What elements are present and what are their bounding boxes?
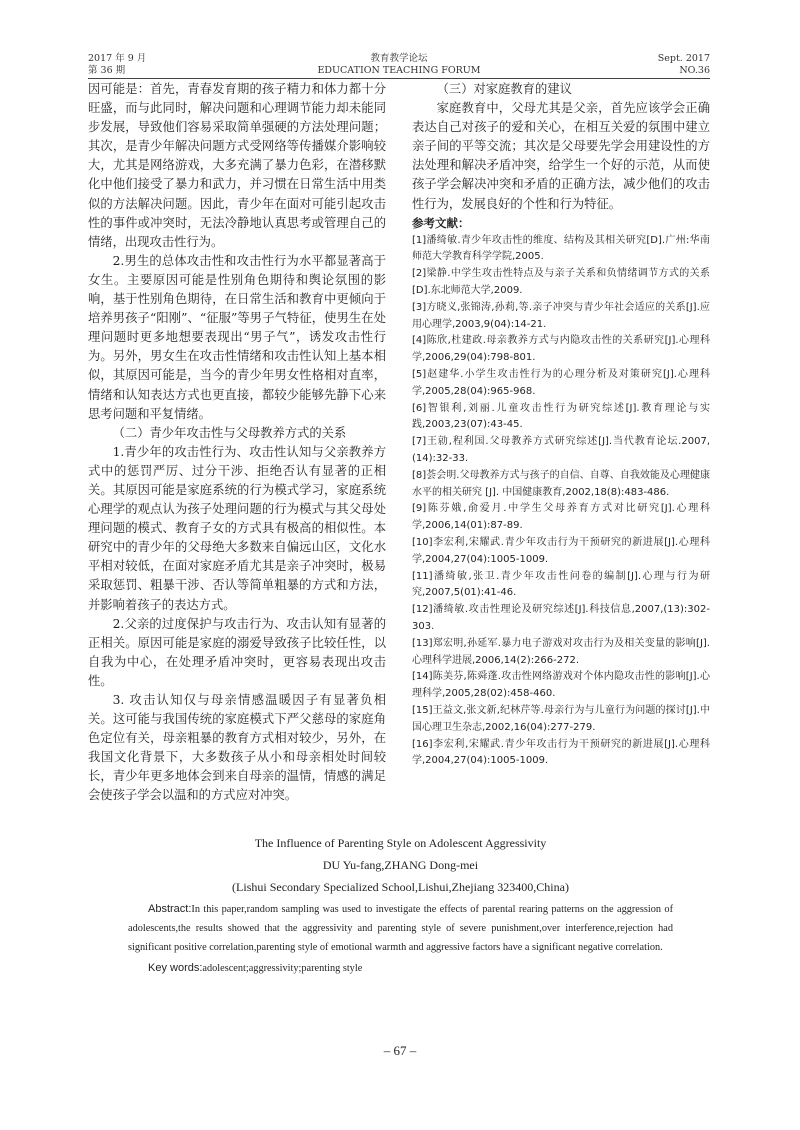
header-issue-en: NO.36 xyxy=(679,65,710,76)
reference-item: [5]赵建华.小学生攻击性行为的心理分析及对策研究[J].心理科学,2005,28(04):965-968. xyxy=(412,369,710,397)
reference-item: [9]陈芬娥,俞爱月.中学生父母养育方式对比研究[J].心理科学,2006,14(01):87-89. xyxy=(412,503,710,532)
reference-item: [3]方晓义,张锦涛,孙莉,等.亲子冲突与青少年社会适应的关系[J].应用心理学,2003,9(04):14-21. xyxy=(412,301,710,330)
header-journal-cn: 教育教学论坛 xyxy=(370,53,428,64)
body-paragraph: 2.男生的总体攻击性和攻击性行为水平都显著高于女生。主要原因可能是性别角色期待和舆论氛围的影响，基于性别角色期待，在日常生活和教育中更倾向于培养男孩子“阳刚”、“征服”等男子气特征，使男生在处理问题时更多地想要表现出“男子气”，诱发攻击性行为。另外，男女生在攻击性情绪和攻击性认知上基本相似，其原因可能是，当今的青少年男女性格相对直率，情绪和认知表达方式也更直接，都较少能够先静下心来思考问题和平复情绪。 xyxy=(88,253,386,421)
reference-item: [1]潘绮敏.青少年攻击性的维度、结构及其相关研究[D].广州:华南师范大学教育科学学院,2005. xyxy=(412,234,710,263)
reference-item: [8]荟会明.父母教养方式与孩子的自信、自尊、自我效能及心理健康水平的相关研究 [J]. 中国健康教育,2002,18(8):483-486. xyxy=(412,469,710,498)
reference-item: [7]王勍,程利国.父母教养方式研究综述[J].当代教育论坛.2007,(14):32-33. xyxy=(412,436,710,465)
section-subheading: （二）青少年攻击性与父母教养方式的关系 xyxy=(112,425,347,440)
reference-item: [10]李宏利,宋耀武.青少年攻击行为干预研究的新进展[J].心理科学,2004,27(04):1005-1009. xyxy=(412,537,710,565)
reference-item: [6]智银利,刘丽.儿童攻击性行为研究综述[J].教育理论与实践,2003,23(07):43-45. xyxy=(412,402,710,431)
header-issue-cn: 第 36 期 xyxy=(88,65,126,76)
body-paragraph: 1.青少年的攻击性行为、攻击性认知与父亲教养方式中的惩罚严厉、过分干涉、拒绝否认有显著的正相关。其原因可能是家庭系统的行为模式学习，家庭系统心理学的观点认为孩子处理问题的行为模式与其父母处理问题的模式、教育子女的方式具有极高的相似性。本研究中的青少年的父母绝大多数来自偏远山区，文化水平相对较低，在面对家庭矛盾尤其是亲子冲突时，极易采取惩罚、粗暴干涉、否认等简单粗暴的方式和方法，并影响着孩子的表达方式。 xyxy=(88,444,386,612)
abstract-text: In this paper,random sampling was used to investigate the effects of parental rearing patterns on the aggression of adolescents,the results showed that the aggressivity and parenting style of severe punishment,over interference,rejection had significant positive correlation,parenting style of emotional warmth and aggressive factors have a significant negative correlation. xyxy=(128,904,673,953)
body-paragraph: 2.父亲的过度保护与攻击行为、攻击认知有显著的正相关。原因可能是家庭的溺爱导致孩子比较任性，以自我为中心，在处理矛盾冲突时，更容易表现出攻击性。 xyxy=(88,616,386,688)
english-authors: DU Yu-fang,ZHANG Dong-mei xyxy=(322,858,479,872)
header-journal-en: EDUCATION TEACHING FORUM xyxy=(317,65,481,76)
reference-list xyxy=(412,233,710,771)
header-date-en-block xyxy=(658,53,710,77)
header-date-en: Sept. 2017 xyxy=(657,53,710,64)
english-keywords xyxy=(128,959,673,978)
reference-item: [11]潘绮敏,张卫.青少年攻击性问卷的编制[J].心理与行为研究,2007,5(01):41-46. xyxy=(412,570,710,599)
body-paragraph: 3. 攻击认知仅与母亲情感温暖因子有显著负相关。这可能与我国传统的家庭模式下严父慈母的家庭角色定位有关，母亲粗暴的教育方式相对较少，另外，在我国文化背景下，大多数孩子从小和母亲相处时间较长，青少年更多地体会到来自母亲的温情，情感的满足会使孩子学会以温和的方式应对冲突。 xyxy=(88,693,386,803)
header-date-cn: 2017 年 9 月 xyxy=(88,53,147,64)
reference-item: [13]郑宏明,孙延军.暴力电子游戏对攻击行为及相关变量的影响[J].心理科学进展,2006,14(2):266-272. xyxy=(412,637,710,666)
left-column xyxy=(88,80,386,806)
keywords-label: Key words: xyxy=(148,962,203,974)
right-column xyxy=(412,80,710,770)
section-subheading: （三）对家庭教育的建议 xyxy=(436,82,572,96)
references-heading: 参考文献： xyxy=(412,215,470,230)
reference-item: [14]陈美芬,陈舜蓬.攻击性网络游戏对个体内隐攻击性的影响[J].心理科学,2005,28(02):458-460. xyxy=(412,671,710,700)
reference-item: [4]陈欣,杜建政.母亲教养方式与内隐攻击性的关系研究[J].心理科学,2006,29(04):798-801. xyxy=(412,335,710,364)
body-paragraph: 因可能是：首先，青春发育期的孩子精力和体力都十分旺盛，而与此同时，解决问题和心理调节能力却未能同步发展，导致他们容易采取简单强硬的方法处理问题；其次，是青少年解决问题方式受网络等传播媒介影响较大，尤其是网络游戏，大多充满了暴力色彩，在潜移默化中他们接受了暴力和武力，并习惯在日常生活中用类似的方法解决问题。因此，青少年在面对可能引起攻击性的事件或冲突时，无法冷静地认真思考或管理自己的情绪，出现攻击性行为。 xyxy=(88,82,386,249)
page-number: – 67 – xyxy=(383,1043,417,1058)
keywords-text: adolescent;aggressivity;parenting style xyxy=(202,963,363,974)
header-journal xyxy=(88,53,710,77)
reference-item: [15]王益文,张文新,纪林芹等.母亲行为与儿童行为问题的探讨[J].中国心理卫生杂志,2002,16(04):277-279. xyxy=(412,704,710,733)
reference-item: [2]梁静.中学生攻击性特点及与亲子关系和负情绪调节方式的关系[D].东北师范大学,2009. xyxy=(412,268,710,297)
body-paragraph: 家庭教育中，父母尤其是父亲，首先应该学会正确表达自己对孩子的爱和关心，在相互关爱的氛围中建立亲子间的平等交流；其次是父母要先学会用建设性的方法处理和解决矛盾冲突，给学生一个好的示范，从而使孩子学会解决冲突和矛盾的正确方法，减少他们的攻击性行为，发展良好的个性和行为特征。 xyxy=(412,101,710,211)
reference-item: [16]李宏利,宋耀武.青少年攻击行为干预研究的新进展[J].心理科学,2004,27(04):1005-1009. xyxy=(412,738,710,767)
english-title: The Influence of Parenting Style on Adolescent Aggressivity xyxy=(254,836,547,850)
header-rule xyxy=(88,78,710,79)
reference-item: [12]潘绮敏.攻击性理论及研究综述[J].科技信息,2007,(13):302-303. xyxy=(412,604,710,632)
english-affiliation: (Lishui Secondary Specialized School,Lishui,Zhejiang 323400,China) xyxy=(232,880,569,894)
abstract-label: Abstract: xyxy=(148,903,192,915)
english-abstract xyxy=(128,900,673,957)
english-abstract-block xyxy=(128,832,673,978)
